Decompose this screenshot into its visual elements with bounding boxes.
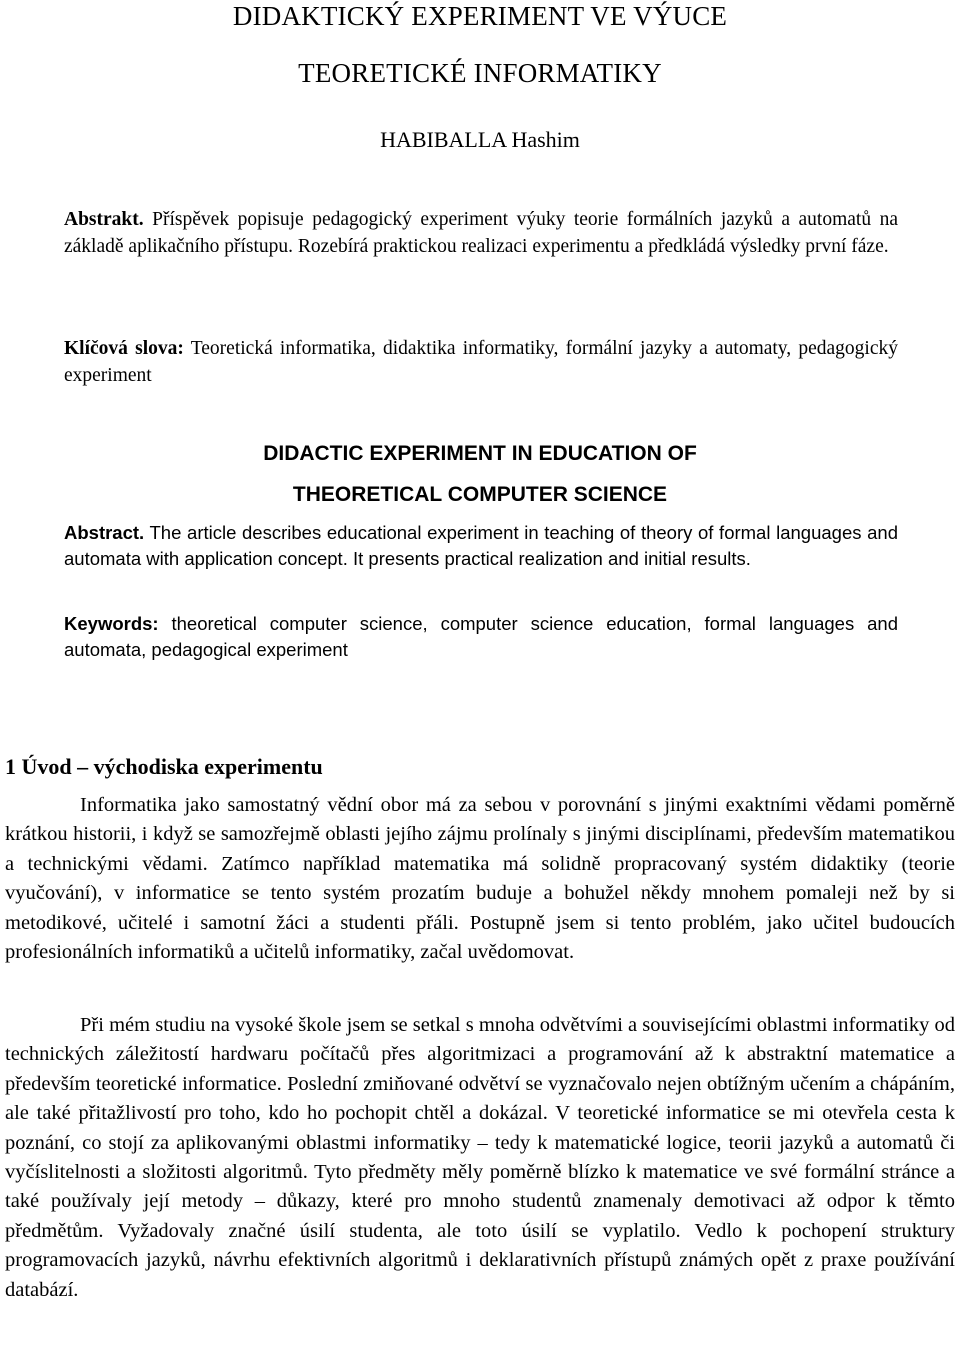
title-line-1: DIDAKTICKÝ EXPERIMENT VE VÝUCE bbox=[232, 1, 728, 31]
abstract-english-label: Abstract. bbox=[64, 522, 145, 543]
keywords-english bbox=[64, 611, 898, 663]
abstract-czech-label: Abstrakt. bbox=[64, 209, 144, 230]
abstract-czech bbox=[64, 206, 898, 260]
abstract-english-text: The article describes educational experiment in teaching of theory of formal languages and automata with application concept. It presents practical realization and initial results. bbox=[64, 522, 898, 569]
section-1-paragraph-2: Při mém studiu na vysoké škole jsem se setkal s mnoha odvětvími a souvisejícími oblastmi informatiky od technických záležitostí hardwaru počítačů přes algoritmizaci a programování až k abstraktní matematice a především teoretické informatice. Poslední zmiňované odvětví se vyznačovalo nejen obtížným učením a chápáním, ale také přitažlivostí pro toho, kdo ho pochopit chtěl a dokázal. V teoretické informatice se mi otevřela cesta k poznání, co stojí za aplikovanými oblastmi informatiky – tedy k matematické logice, teorii jazyků a automatů či vyčíslitelnosti a složitosti algoritmů. Tyto předměty měly poměrně blízko k matematice ve své formální stránce a také používaly její metody – důkazy, které pro mnoho studentů znamenaly demotivaci až odpor k těmto předmětům. Vyžadovaly značné úsilí studenta, ale toto úsilí se vyplatilo. Vedlo k pochopení struktury programovacích jazyků, návrhu efektivních algoritmů i deklarativních přístupů známých opět z praxe používání databází. bbox=[5, 1014, 955, 1301]
keywords-english-text: theoretical computer science, computer science education, formal languages and automata, pedagogical experiment bbox=[64, 613, 898, 660]
section-1-paragraph-1: Informatika jako samostatný vědní obor má za sebou v porovnání s jinými exaktními vědami poměrně krátkou historii, i když se samozřejmě oblasti jejího zájmu prolínaly s jinými disciplínami, především matematikou a technickými vědami. Zatímco například matematika má solidně propracovaný systém didaktiky (teorie vyučování), v informatice se tento systém prozatím buduje a bohužel někdy mnohem pomaleji než by si metodikové, učitelé i samotní žáci a studenti přáli. Postupně jsem si tento problém, jako učitel budoucích profesionálních informatiků a učitelů informatiky, začal uvědomovat. bbox=[5, 794, 955, 964]
keywords-czech bbox=[64, 335, 898, 389]
keywords-czech-label: Klíčová slova: bbox=[64, 338, 184, 359]
section-1-heading: 1 Úvod – východiska experimentu bbox=[5, 754, 323, 779]
title-line-2: TEORETICKÉ INFORMATIKY bbox=[298, 58, 662, 88]
english-title-line-2: THEORETICAL COMPUTER SCIENCE bbox=[292, 483, 668, 506]
abstract-czech-text: Příspěvek popisuje pedagogický experiment výuky teorie formálních jazyků a automatů na základě aplikačního přístupu. Rozebírá praktickou realizaci experimentu a předkládá výsledky první fáze. bbox=[64, 209, 898, 257]
keywords-czech-text: Teoretická informatika, didaktika informatiky, formální jazyky a automaty, pedagogický experiment bbox=[64, 338, 898, 386]
author-name: HABIBALLA Hashim bbox=[380, 127, 580, 152]
abstract-english bbox=[64, 520, 898, 572]
english-title-line-1: DIDACTIC EXPERIMENT IN EDUCATION OF bbox=[263, 442, 697, 465]
keywords-english-label: Keywords: bbox=[64, 613, 159, 634]
